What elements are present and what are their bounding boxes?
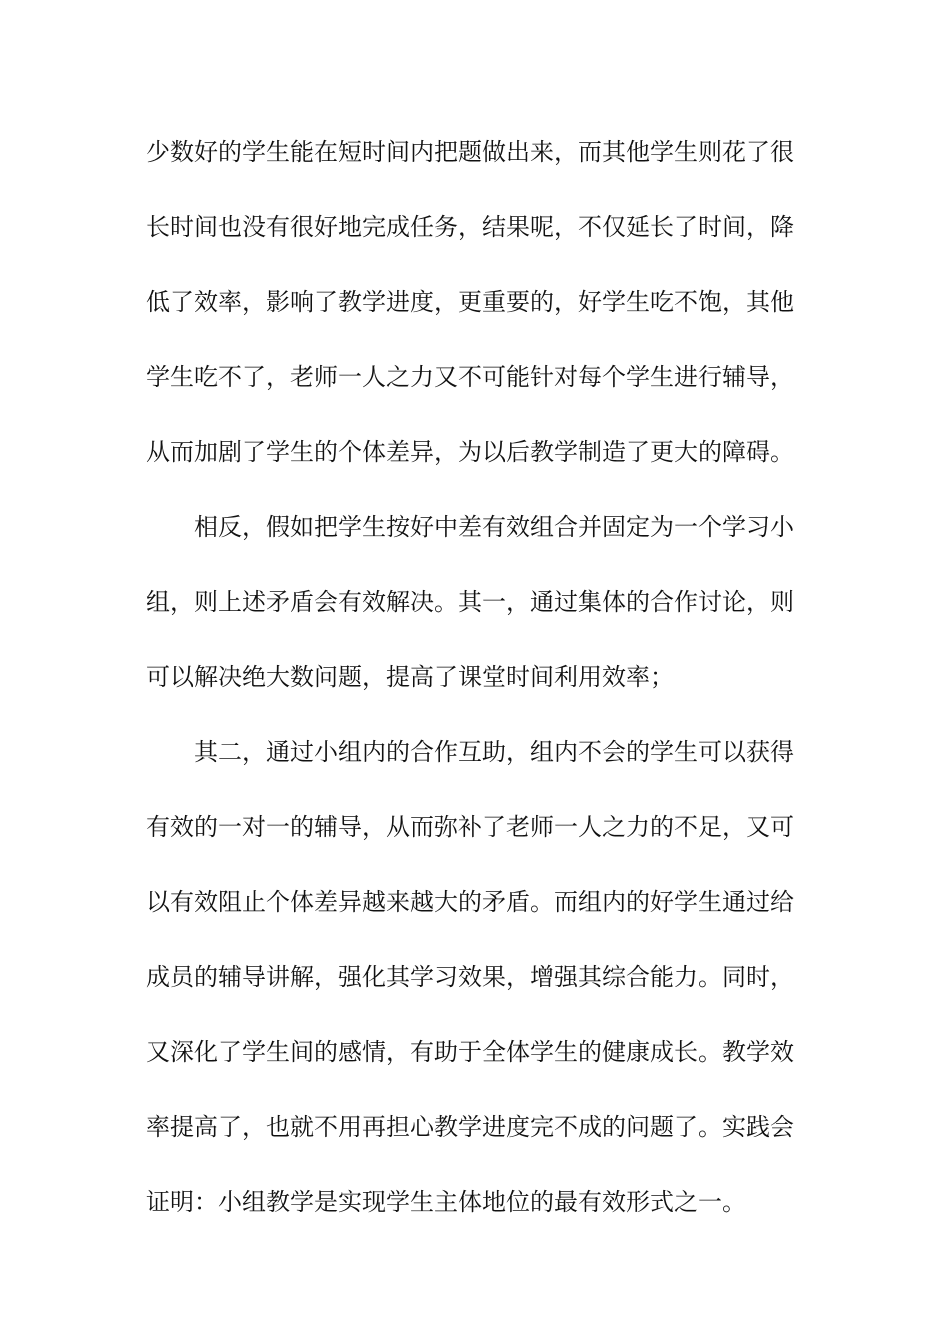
paragraph-2-line-2: 组，则上述矛盾会有效解决。其一，通过集体的合作讨论，则 bbox=[146, 588, 794, 616]
paragraph-3-line-6: 率提高了，也就不用再担心教学进度完不成的问题了。实践会 bbox=[146, 1113, 794, 1141]
paragraph-1-line-5: 从而加剧了学生的个体差异，为以后教学制造了更大的障碍。 bbox=[146, 438, 794, 466]
paragraph-3-line-4: 成员的辅导讲解，强化其学习效果，增强其综合能力。同时， bbox=[146, 963, 794, 991]
paragraph-1-line-2: 长时间也没有很好地完成任务，结果呢，不仅延长了时间，降 bbox=[146, 213, 794, 241]
paragraph-3-line-2: 有效的一对一的辅导，从而弥补了老师一人之力的不足，又可 bbox=[146, 813, 794, 841]
paragraph-3-line-3: 以有效阻止个体差异越来越大的矛盾。而组内的好学生通过给 bbox=[146, 888, 794, 916]
paragraph-1-line-3: 低了效率，影响了教学进度，更重要的，好学生吃不饱，其他 bbox=[146, 288, 794, 316]
paragraph-3-line-1: 其二，通过小组内的合作互助，组内不会的学生可以获得 bbox=[194, 738, 794, 766]
paragraph-1-line-1: 少数好的学生能在短时间内把题做出来，而其他学生则花了很 bbox=[146, 138, 794, 166]
paragraph-1-line-4: 学生吃不了，老师一人之力又不可能针对每个学生进行辅导， bbox=[146, 363, 794, 391]
paragraph-2-line-1: 相反，假如把学生按好中差有效组合并固定为一个学习小 bbox=[194, 513, 794, 541]
paragraph-2-line-3: 可以解决绝大数问题，提高了课堂时间利用效率； bbox=[146, 663, 674, 691]
paragraph-3-line-7: 证明：小组教学是实现学生主体地位的最有效形式之一。 bbox=[146, 1188, 746, 1216]
paragraph-3-line-5: 又深化了学生间的感情，有助于全体学生的健康成长。教学效 bbox=[146, 1038, 794, 1066]
